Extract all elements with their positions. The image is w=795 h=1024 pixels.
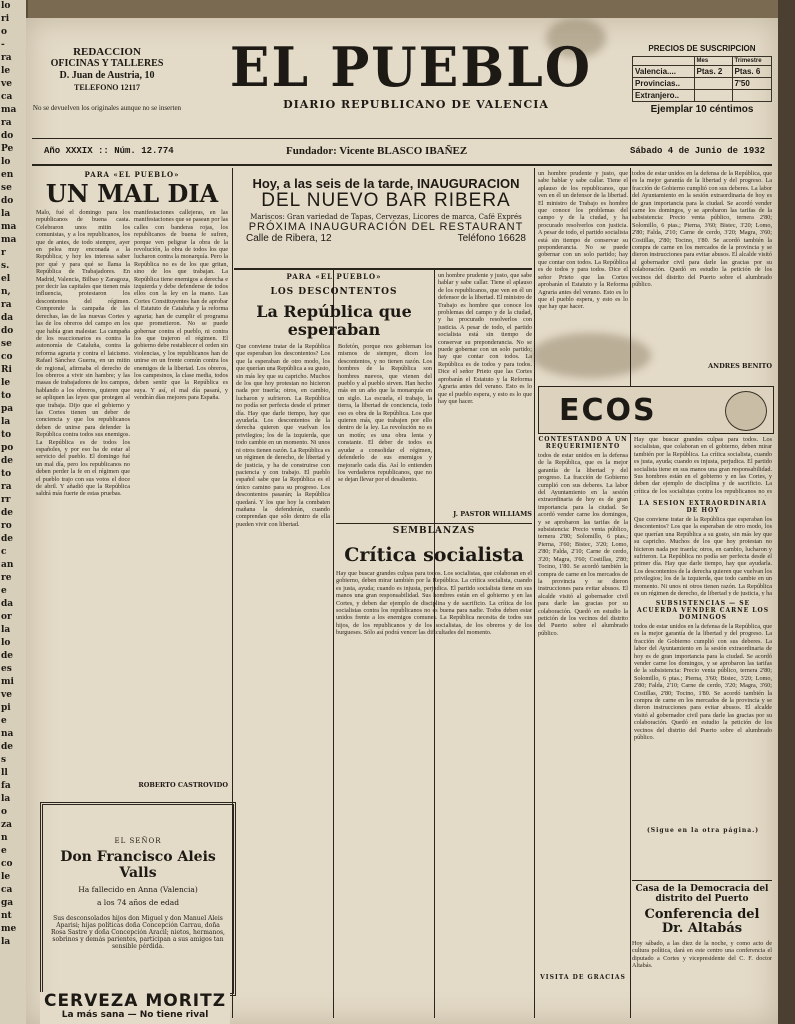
subscription-header-row — [633, 57, 772, 66]
article-kicker: PARA «EL PUEBLO» — [84, 170, 180, 179]
subscription-row — [633, 66, 772, 78]
subscription-caption: PRECIOS DE SUSCRIPCION — [648, 44, 756, 53]
article-kicker: SEMBLANZAS — [392, 526, 476, 536]
founder-line: Fundador: Vicente BLASCO IBAÑEZ — [286, 145, 468, 157]
obituary-name: Don Francisco Aleis Valls — [60, 849, 216, 881]
article-un-mal-dia — [36, 170, 228, 789]
obituary-prefix: EL SEÑOR — [114, 837, 162, 845]
price-per-copy: Ejemplar 10 céntimos — [650, 104, 754, 115]
obituary-box — [40, 802, 236, 996]
subscription-block — [632, 44, 772, 115]
article-headline: UN MAL DIA — [45, 179, 219, 208]
newspaper-title: EL PUEBLO — [229, 35, 593, 100]
casa-header: Casa de la Democracia del distrito del Puerto — [635, 884, 769, 904]
article-critica — [336, 526, 532, 1024]
ribera-line-4: PRÓXIMA INAUGURACIÓN DEL RESTAURANT — [248, 221, 524, 233]
subscription-header-cell: Mes — [694, 57, 732, 66]
moritz-ad — [40, 992, 230, 1024]
info-bar — [26, 140, 778, 164]
ribera-line-1: Hoy, a las seis de la tarde, INAUGURACION — [252, 176, 520, 191]
redaccion-block — [32, 46, 182, 113]
article-subhead: LOS DESCONTENTOS — [270, 287, 398, 297]
masthead-rule-top — [32, 138, 772, 139]
issue-number: Año XXXIX :: Núm. 12.774 — [44, 146, 174, 156]
casa-text: Hoy sábado, a las diez de la noche, y como acto de cultura política, dará en este centro una conferencia el diputado a Cortes y vicepresidente del C. F. doctor Altabás. — [632, 940, 772, 970]
casa-title: Conferencia del Dr. Altabás — [644, 907, 760, 936]
ribera-contact — [236, 233, 536, 244]
binding-edge — [778, 0, 795, 1024]
article-body: Que conviene tratar de la República que esperaban los descontentos? Los que la esperaban de otro modo, los que querían una República a su gusto, sin más ley que su capricho. Muchos de los que hoy protestan no hicieron nada por traerla; otros, en cambio, lucharon y sufrieron. La República no podía ser perfecta desde el primer día. Hay que darle tiempo, hay que ayudarla. Los descontentos de la derecha quieren que vuelvan los privilegios; los de la izquierda, que todo cambie en un momento. Ni unos ni otros tienen razón. La República es un régimen de derecho, de libertad y de justicia, y ha de construirse con paciencia y con trabajo. El pueblo español sabe que la República es el único camino para su progreso. Los descontentos pasarán; la República quedará. Y los que hoy la combaten mañana la defenderán, cuando comprendan que sólo dentro de ella pueden vivir con libertad. — [236, 343, 330, 528]
redaccion-note: No se devuelven los originales aunque no se inserten — [32, 104, 182, 112]
section-heading: VISITA DE GRACIAS — [540, 974, 626, 981]
section-heading: SUBSISTENCIAS — SE ACUERDA VENDER CARNE LOS DOMINGOS — [636, 600, 770, 621]
subscription-row — [633, 78, 772, 90]
municipal-column — [634, 436, 772, 834]
portrait-illustration — [725, 391, 767, 431]
obituary-age: a los 74 años de edad — [96, 898, 180, 907]
subscription-month — [694, 78, 732, 90]
subscription-month — [694, 90, 732, 102]
ecos-column — [538, 436, 628, 981]
section-heading: CONTESTANDO A UN REQUERIMIENTO — [538, 436, 628, 450]
ribera-line-2: DEL NUEVO BAR RIBERA — [261, 190, 511, 211]
ad-rule — [234, 268, 532, 270]
article-headline: La República que esperaban — [256, 302, 412, 339]
subscription-quarter: 7'50 — [732, 78, 771, 90]
article-body: todos de estar unidos en la defensa de la República, que es la mejor garantía de la libertad y del progreso. La fracción de Gobierno cumplió con sus deberes. La labor del Ayuntamiento en la sesión extraordinaria de hoy es de gran importancia para la ciudad. Se acordó vender carne los domingos, y se aprobaron las tarifas de la subsistencia: Precio venta público, ternera 2'80; Solomillo, 6 ptas.; Pierna, 3'60; Bistec, 3'20; Lomo, 2'80; Falda, 2'10; Carne de cerdo, 3'20; Magra, 3'60; Costillas, 2'80; Tocino, 1'80. Se acordó también la compra de carne en los mercados de la provincia y se dieron instrucciones para evitar abusos. El alcalde visitó al gobernador civil para darle las gracias por su colaboración. Quedó en estudio la petición de los vecinos del distrito del Puerto sobre el alumbrado público. — [632, 170, 772, 289]
bar-ribera-ad — [236, 176, 536, 262]
redaccion-line-2: OFICINAS Y TALLERES — [50, 58, 164, 69]
subscription-table — [632, 56, 772, 102]
article-headline: Crítica socialista — [344, 544, 524, 566]
ribera-line-3: Mariscos: Gran variedad de Tapas, Cervezas, Licores de marca, Café Exprés — [250, 213, 522, 221]
article-body: todos de estar unidos en la defensa de la República, que es la mejor garantía de la libertad y del progreso. La fracción de Gobierno cumplió con sus deberes. La labor del Ayuntamiento en la sesión extraordinaria de hoy es de gran importancia para la ciudad. Se acordó vender carne los domingos, y se aprobaron las tarifas de la subsistencia: Precio venta público, ternera 2'80; Solomillo, 6 ptas.; Pierna, 3'60; Bistec, 3'20; Lomo, 2'80; Falda, 2'10; Carne de cerdo, 3'20; Magra, 3'60; Costillas, 2'80; Tocino, 1'80. Se acordó también la compra de carne en los mercados de la provincia y se dieron instrucciones para evitar abusos. El alcalde visitó al gobernador civil para darle las gracias por su colaboración. Quedó en estudio la petición de los vecinos del distrito del Puerto sobre el alumbrado público. — [634, 623, 772, 742]
subscription-place: Provincias.. — [633, 78, 695, 90]
obituary-died: Ha fallecido en Anna (Valencia) — [78, 885, 198, 894]
redaccion-line-4: TELEFONO 12117 — [73, 83, 140, 92]
article-body: un hombre prudente y justo, que sabe hablar y sabe callar. Tiene el aplauso de los republicanos, que ven en él un defensor de la libertad. El ministro de Trabajo es hombre que conoce los problemas del campo y de la ciudad, y ha procurado resolverlos con justicia. A pesar de todo, el partido socialista está sin tiempo de conservar su preponderancia. No se puede gobernar con un solo partido; hay que contar con todos. La República es de todos y para todos. Dice el señor Prieto que las Cortes aprobarán el Estatuto y la Reforma Agraria antes del verano. Esto es lo que el pueblo espera, y esto es lo que hay que hacer. — [538, 170, 628, 311]
ribera-phone: Teléfono 16628 — [457, 233, 526, 244]
redaccion-line-3: D. Juan de Austria, 10 — [59, 70, 155, 81]
casa-democracia-notice — [632, 884, 772, 990]
article-byline: ANDRES BENITO — [708, 362, 772, 370]
article-kicker: PARA «EL PUEBLO» — [286, 272, 382, 281]
article-byline: ROBERTO CASTROVIDO — [138, 781, 228, 789]
article-body: Hay que buscar grandes culpas para todos. Los socialistas, que colaboran en el gobierno, deben mirar también por la República. La crítica socialista, cuando es justa, ayuda; cuando es injusta, perjudica. El partido socialista tiene en sus manos una gran responsabilidad. Sus hombres están en el gobierno y en las Cortes, y deben dar ejemplo de disciplina y de sacrificio. La crítica de los socialistas contra los republicanos no es — [634, 436, 772, 495]
subscription-place: Extranjero.. — [633, 90, 695, 102]
article-body: un hombre prudente y justo, que sabe hablar y sabe callar. Tiene el aplauso de los republicanos, que ven en él un defensor de la libertad. El ministro de Trabajo es hombre que conoce los problemas del campo y de la ciudad, y ha procurado resolverlos con justicia. A pesar de todo, el partido socialista está sin tiempo de conservar su preponderancia. No se puede gobernar con un solo partido; hay que contar con todos. La República es de todos y para todos. Dice el señor Prieto que las Cortes aprobarán el Estatuto y la Reforma Agraria antes del verano. Esto es lo que el pueblo espera, y esto es lo que hay que hacer. — [438, 272, 532, 405]
redaccion-line-1: REDACCION — [73, 46, 141, 58]
issue-date: Sábado 4 de Junio de 1932 — [630, 146, 766, 156]
article-body: Bofetón, porque nos gobiernan los mismos de siempre, dicen los descontentos, y no tienen razón. Los hombres de la República son hombres nuevos, que vienen del pueblo y al pueblo sirven. Han hecho más en un año que la monarquía en un siglo. La escuela, el trabajo, la tierra, la libertad de conciencia, todo eso es obra de la República. Los que quieren más, que trabajen por ello dentro de la ley. La revolución no es un motín; es una obra lenta y constante. El deber de todos es ayudar a consolidar el régimen, defenderlo de sus enemigos y mejorarlo cada día. Así lo entienden los verdaderos republicanos, que no se dejan llevar por el desaliento. — [338, 343, 432, 484]
masthead-rule-bottom — [32, 164, 772, 166]
article-continuation — [438, 272, 532, 518]
article-body: Malo, fué el domingo para los republicanos de buena casta. Celebraron unos mitin los comunistas, y a los republicanos, los que de antes, de todo siempre, ayer en pelea muy enconada a la República; y hoy les interesa saber por qué y para qué se llama la República de Trabajadores. En Madrid, Valencia, Bilbao y Zaragoza, por decir las capitales que tienen más influencia, protestaron los descontentos del régimen. Comprende la campaña de las derechas, las de las nuevas Cortes y las de los obreros del campo en los que había gran malestar. La campaña de los reaccionarios es contra la autonomía de Cataluña, contra la reforma agraria y contra el laicismo. Rafael Sánchez Guerra, en un mitin de regional, afirmaba el derecho de los obreros a vivir sin hambre; y las masas de trabajadores de los campos, hablando a los obreros, quieren que se apliquen las leyes que protegen al que trabaja. Dijo que el gobierno y las Cortes tienen un deber de conciencia y que los republicanos deben de unirse para defender la República contra todos sus enemigos. La República es de todos los españoles, y por eso ha de estar al servicio del pueblo. El domingo fué un mal día, pero los republicanos no deben perder la fe en el régimen que el pueblo trajo con sus votos el doce de abril. Y añadió que la República saldrá más fuerte de estas pruebas. — [36, 209, 130, 498]
subscription-header-cell: Trimestre — [732, 57, 771, 66]
section-heading: LA SESION EXTRAORDINARIA DE HOY — [639, 500, 767, 514]
subscription-quarter — [732, 90, 771, 102]
subscription-row — [633, 90, 772, 102]
moritz-slogan: La más sana — No tiene rival — [61, 1010, 209, 1020]
ecos-banner — [538, 386, 774, 434]
article-body: Hay que buscar grandes culpas para todos. Los socialistas, que colaboran en el gobierno, deben mirar también por la República. La crítica socialista, cuando es justa, ayuda; cuando es injusta, perjudica. El partido socialista tiene en sus manos una gran responsabilidad. Sus hombres están en el gobierno y en las Cortes, y deben dar ejemplo de disciplina y de sacrificio. La crítica de los socialistas contra los republicanos no es buena para nadie. Todos deben estar unidos frente a los enemigos comunes. La República necesita de todos sus hijos, de los republicanos y de los socialistas, de los obreros y de los burgueses. Sólo así podrá vencer las dificultades del momento. — [336, 570, 532, 637]
moritz-brand: CERVEZA MORITZ — [43, 991, 227, 1011]
right-articles — [538, 170, 772, 370]
subscription-quarter: Ptas. 6 — [732, 66, 771, 78]
continued-note: (Sigue en la otra página.) — [646, 827, 760, 834]
ecos-title: ECOS — [559, 393, 657, 428]
newspaper-page — [26, 18, 778, 1024]
subscription-month: Ptas. 2 — [694, 66, 732, 78]
ribera-address: Calle de Ribera, 12 — [246, 233, 332, 244]
subscription-header-cell — [633, 57, 695, 66]
section-rule — [336, 523, 532, 524]
section-rule — [632, 880, 772, 881]
article-body: todos de estar unidos en la defensa de la República, que es la mejor garantía de la libertad y del progreso. La fracción de Gobierno cumplió con sus deberes. La labor del Ayuntamiento en la sesión extraordinaria de hoy es de gran importancia para la ciudad. Se acordó vender carne los domingos, y se aprobaron las tarifas de la subsistencia: Precio venta público, ternera 2'80; Solomillo, 6 ptas.; Pierna, 3'60; Bistec, 3'20; Lomo, 2'80; Falda, 2'10; Carne de cerdo, 3'20; Magra, 3'60; Costillas, 2'80; Tocino, 1'80. Se acordó también la compra de carne en los mercados de la provincia y se dieron instrucciones para evitar abusos. El alcalde visitó al gobernador civil para darle las gracias por su colaboración. Quedó en estudio la petición de los vecinos del distrito del Puerto sobre el alumbrado público. — [538, 452, 628, 637]
subscription-place: Valencia.... — [633, 66, 695, 78]
obituary-text: Sus desconsolados hijos don Miguel y don Manuel Aleis Aparisi; hijas políticas doña Concepción Carrau, doña Rosa Sastre y doña Concepción Aracil; nietos, hermanos, sobrinos y demás parientes, participan a sus amigos tan sensible pérdida. — [51, 915, 225, 950]
previous-page-edge: lo ri o - ra le ve ca ma ra do Pe lo en se do la ma ma r s. el n, ra da do se co Ri le to pa la to po de to ra rr de ro de c an re e da or la lo de es mi ve pi e na de s ll fa la o za n e co le ca ga nt me la — [0, 0, 28, 1024]
newspaper-subtitle: DIARIO REPUBLICANO DE VALENCIA — [283, 98, 549, 111]
article-body: Que conviene tratar de la República que esperaban los descontentos? Los que la esperaban de otro modo, los que querían una República a su gusto, sin más ley que su capricho. Muchos de los que hoy protestan no hicieron nada por traerla; otros, en cambio, lucharon y sufrieron. La República no podía ser perfecta desde el primer día. Hay que darle tiempo, hay que ayudarla. Los descontentos de la derecha quieren que vuelvan los privilegios; los de la izquierda, que todo cambie en un momento. Ni unos ni otros tienen razón. La República es un régimen de derecho, de libertad y de justicia, y ha — [634, 516, 772, 596]
article-byline: J. PASTOR WILLIAMS — [453, 510, 532, 518]
article-body: manifestaciones callejeras, en las manifestaciones que se pasean por las calles con banderas rojas, los republicanos de buena fe sufren, porque ven peligrar la obra de la revolución, la obra de todos los que lucharon contra la monarquía. Pero la República no es de los que gritan, sino de los que trabajan. La República tiene enemigos a derecha e izquierda y debe defenderse de todos ellos con la ley en la mano. Las Cortes Constituyentes han de aprobar el Estatuto de Cataluña y la reforma agraria; han de cumplir el programa que prometieron. No se puede gobernar contra el pueblo, ni contra los que trajeron el régimen. El gobierno debe restablecer el orden sin violencias, y los republicanos han de unirse en un frente común contra los enemigos de la libertad. Los obreros, los campesinos, la clase media, todos deben sentir que la República es suya. Y así, el mal día pasará, y vendrán días mejores para España. — [134, 209, 228, 402]
column-divider — [534, 168, 535, 1018]
